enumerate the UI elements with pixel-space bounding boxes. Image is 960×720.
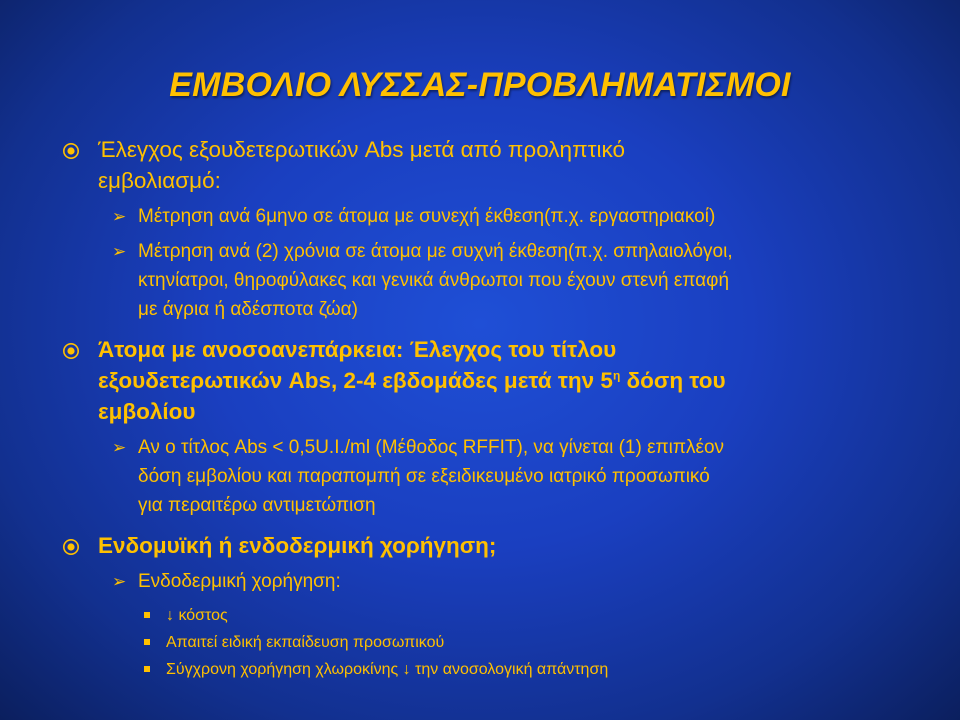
sub-bullet-intradermal <box>62 567 902 596</box>
arrowhead-bullet-icon: ➢ <box>112 572 127 591</box>
sub-bullet-2year <box>62 237 902 324</box>
bullet-neutralizing-abs-check <box>62 134 902 196</box>
circle-bullet-icon <box>62 342 80 360</box>
sub-bullet-text: Μέτρηση ανά 6μηνο σε άτομα με συνεχή έκθεση(π.χ. εργαστηριακοί) <box>138 206 716 227</box>
sub-bullet-text: για περαιτέρω αντιμετώπιση <box>138 495 376 516</box>
sub-sub-bullet-text: Απαιτεί ειδική εκπαίδευση προσωπικού <box>166 634 445 651</box>
sub-sub-bullet-cost <box>62 602 902 629</box>
bullet-text-line: Άτομα με ανοσοανεπάρκεια: Έλεγχος του τίτλου <box>98 337 617 362</box>
bullet-text-line: Έλεγχος εξουδετερωτικών Abs μετά από προληπτικό <box>98 137 625 162</box>
bullet-text-segment: δόση του <box>620 368 726 393</box>
slide-title: ΕΜΒΟΛΙΟ ΛΥΣΣΑΣ-ΠΡΟΒΛΗΜΑΤΙΣΜΟΙ <box>169 66 791 104</box>
sub-bullet-6month <box>62 202 902 231</box>
sub-sub-bullet-training <box>62 629 902 656</box>
sub-bullet-text: δόση εμβολίου και παραπομπή σε εξειδικευμένο ιατρικό προσωπικό <box>138 466 710 487</box>
bullet-text-line: Ενδομυϊκή ή ενδοδερμική χορήγηση; <box>98 533 497 558</box>
bullet-text-line <box>98 365 902 396</box>
square-bullet-icon <box>144 639 150 645</box>
superscript: η <box>612 368 621 383</box>
square-bullet-icon <box>144 612 150 618</box>
bullet-text-line: εμβολιασμό: <box>98 168 221 193</box>
arrowhead-bullet-icon: ➢ <box>112 207 127 226</box>
sub-sub-bullet-text: ↓ κόστος <box>166 607 228 624</box>
bullet-administration-route <box>62 530 902 561</box>
sub-bullet-text: Ενδοδερμική χορήγηση: <box>138 571 341 592</box>
arrowhead-bullet-icon: ➢ <box>112 242 127 261</box>
bullet-text-segment: εξουδετερωτικών Abs, 2-4 εβδομάδες μετά την 5 <box>98 368 613 393</box>
sub-bullet-text: κτηνίατροι, θηροφύλακες και γενικά άνθρωποι που έχουν στενή επαφή <box>138 270 730 291</box>
bullet-text-line: εμβολίου <box>98 399 196 424</box>
sub-bullet-text: Αν ο τίτλος Abs < 0,5U.I./ml (Μέθοδος RFFIT), να γίνεται (1) επιπλέον <box>138 437 725 458</box>
bullet-immunodeficiency <box>62 334 902 427</box>
sub-sub-bullet-text: Σύγχρονη χορήγηση χλωροκίνης ↓ την ανοσολογική απάντηση <box>166 661 609 678</box>
slide-content <box>62 134 902 683</box>
sub-sub-bullet-chloroquine <box>62 656 902 683</box>
sub-bullet-text: Μέτρηση ανά (2) χρόνια σε άτομα με συχνή έκθεση(π.χ. σπηλαιολόγοι, <box>138 241 733 262</box>
circle-bullet-icon <box>62 538 80 556</box>
arrowhead-bullet-icon: ➢ <box>112 438 127 457</box>
square-bullet-icon <box>144 666 150 672</box>
circle-bullet-icon <box>62 142 80 160</box>
sub-bullet-text: με άγρια ή αδέσποτα ζώα) <box>138 299 358 320</box>
sub-bullet-titer-threshold <box>62 433 902 520</box>
